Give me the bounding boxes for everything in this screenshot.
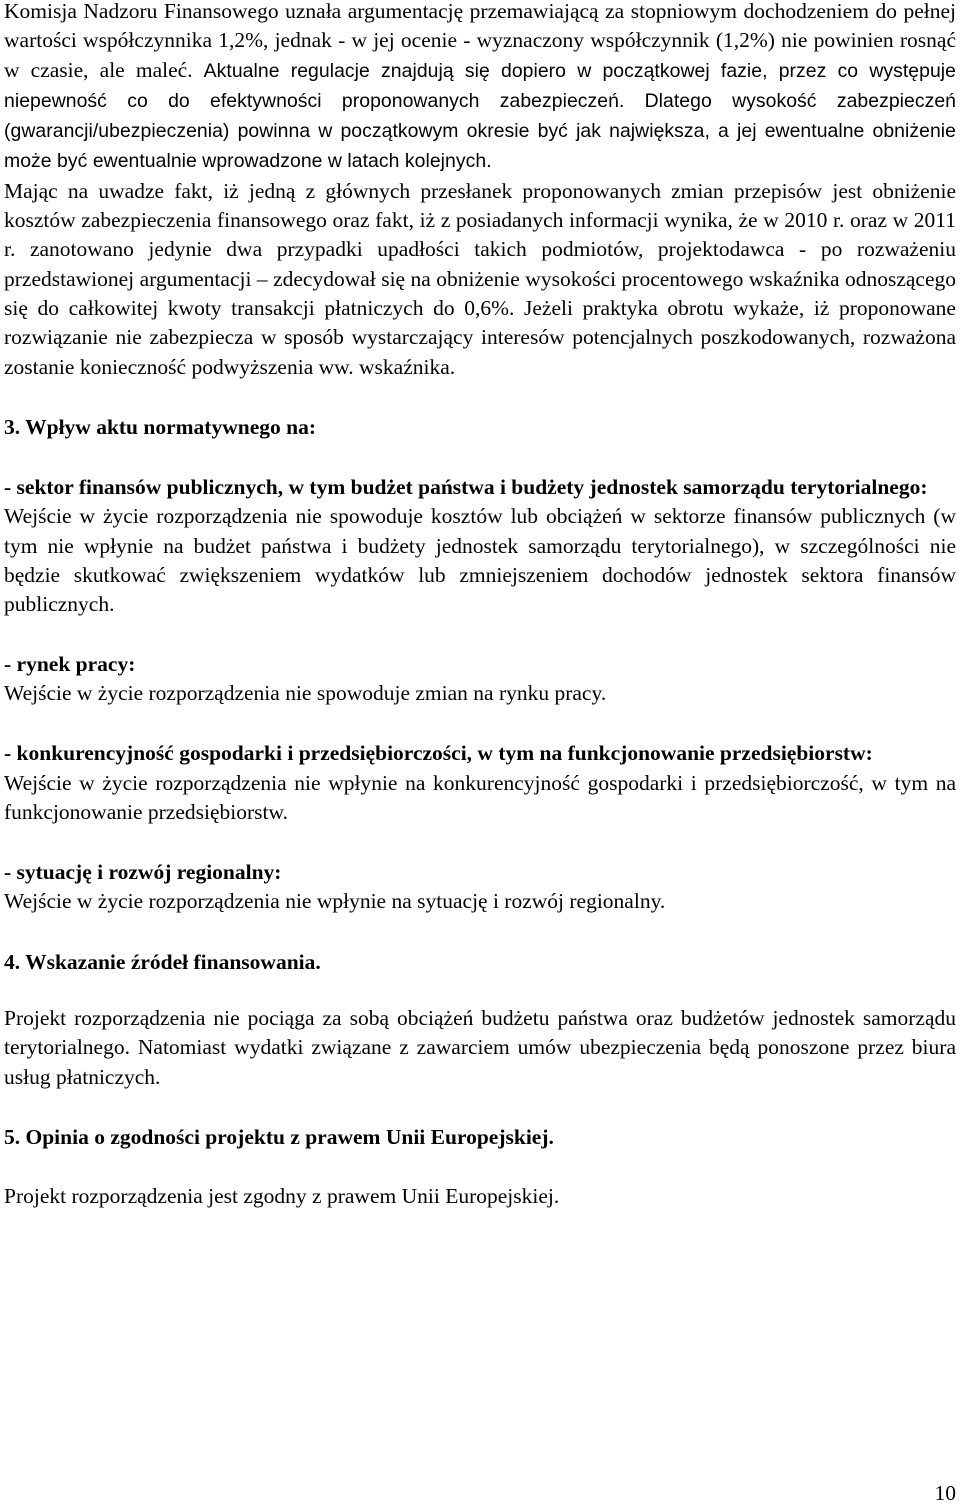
intro-paragraph	[4, 0, 956, 177]
intro-sentence-2: Aktualne regulacje znajdują się dopiero w początkowej fazie, przez co występuje niepewność co do efektywności proponowanych zabezpieczeń.	[4, 59, 957, 112]
labour-market-heading: - rynek pracy:	[4, 651, 136, 676]
regional-heading: - sytuację i rozwój regionalny:	[4, 860, 282, 885]
labour-market-text: Wejście w życie rozporządzenia nie spowoduje zmian na rynku pracy.	[4, 680, 607, 705]
section-5-text: Projekt rozporządzenia jest zgodny z prawem Unii Europejskiej.	[4, 1184, 560, 1209]
argument-sentence-3: Jeżeli praktyka obrotu wykaże, iż proponowane rozwiązanie nie zabezpiecza w sposób wystarczający interesów potencjalnych poszkodowanych, rozważona zostanie konieczność podwyższenia ww. wskaźnika.	[4, 295, 956, 379]
intro-sentence-3: Dlatego wysokość zabezpieczeń (gwarancji/ubezpieczenia) powinna w początkowym okresie być jak największa, a jej ewentualne obniżenie może być ewentualnie wprowadzone w latach kolejnych.	[4, 89, 957, 173]
competitiveness-text: Wejście w życie rozporządzenia nie wpłynie na konkurencyjność gospodarki i przedsiębiorczość, w tym na funkcjonowanie przedsiębiorstw.	[4, 770, 956, 824]
public-sector-text: Wejście w życie rozporządzenia nie spowoduje kosztów lub obciążeń w sektorze finansów publicznych (w tym nie wpłynie na budżet państwa i budżety jednostek samorządu terytorialnego), w szczególności nie będzie skutkować zwiększeniem wydatków lub zmniejszeniem dochodów jednostek sektora finansów publicznych.	[4, 504, 956, 617]
section-4-text: Projekt rozporządzenia nie pociąga za sobą obciążeń budżetu państwa oraz budżetów jednostek samorządu terytorialnego. Natomiast wydatki związane z zawarciem umów ubezpieczenia będą ponoszone przez biura usług płatniczych.	[4, 1006, 956, 1089]
intro-sentence-1: Komisja Nadzoru Finansowego uznała argumentację przemawiającą za stopniowym dochodzeniem do pełnej wartości współczynnika 1,2%, jednak - w jej ocenie - wyznaczony współczynnik (1,2%) nie powinien rosnąć w czasie, ale maleć.	[4, 0, 956, 82]
section-3-heading: 3. Wpływ aktu normatywnego na:	[4, 414, 316, 439]
document-page	[4, 0, 956, 1212]
public-sector-heading: - sektor finansów publicznych, w tym budżet państwa i budżety jednostek samorządu terytorialnego:	[4, 475, 928, 500]
regional-text: Wejście w życie rozporządzenia nie wpłynie na sytuację i rozwój regionalny.	[4, 889, 666, 914]
competitiveness-heading: - konkurencyjność gospodarki i przedsiębiorczości, w tym na funkcjonowanie przedsiębiorstw:	[4, 741, 873, 766]
section-4-heading: 4. Wskazanie źródeł finansowania.	[4, 949, 321, 974]
page-number: 10	[934, 1481, 956, 1505]
argument-paragraph	[4, 177, 956, 382]
section-5-heading: 5. Opinia o zgodności projektu z prawem Unii Europejskiej.	[4, 1124, 554, 1149]
argument-sentence-2: zanotowano jedynie dwa przypadki upadłości takich podmiotów, projektodawca - po rozważeniu przedstawionej argumentacji – zdecydował się na obniżenie wysokości procentowego wskaźnika odnoszącego się do całkowitej kwoty transakcji płatniczych do 0,6%.	[4, 237, 956, 320]
argument-sentence-1: Mając na uwadze fakt, iż jedną z głównych przesłanek proponowanych zmian przepisów jest obniżenie kosztów zabezpieczenia finansowego oraz fakt, iż z posiadanych informacji wynika, że w 2010 r. oraz w 2011 r.	[4, 178, 956, 262]
